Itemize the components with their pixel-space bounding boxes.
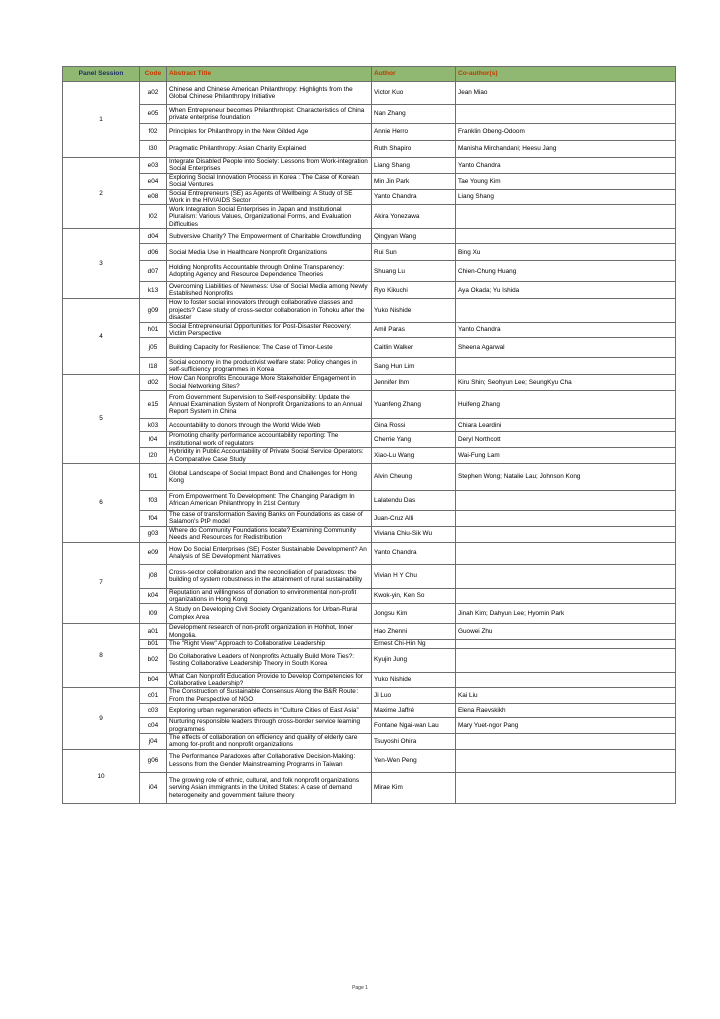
abstract-title: Exploring urban regeneration effects in “Culture Cities of East Asia”	[167, 704, 372, 718]
abstract-title: Subversive Charity? The Empowerment of Charitable Crowdfunding	[167, 229, 372, 244]
author-name: Shuang Lu	[372, 261, 456, 282]
table-row	[63, 358, 676, 375]
author-name: Mirae Kim	[372, 772, 456, 803]
abstract-code: i04	[140, 772, 167, 803]
abstract-code: a01	[140, 624, 167, 640]
author-name: Hao Zhenni	[372, 624, 456, 640]
table-row	[63, 261, 676, 282]
panel-session-number: 9	[63, 688, 140, 749]
panel-session-number: 2	[63, 158, 140, 229]
coauthor-names: Aya Okada; Yu Ishida	[456, 282, 676, 299]
coauthor-names: Franklin Obeng-Odoom	[456, 124, 676, 141]
table-row	[63, 158, 676, 174]
author-name: Jennifer Ihm	[372, 375, 456, 391]
coauthor-names	[456, 229, 676, 244]
coauthor-names	[456, 105, 676, 124]
abstract-code: l18	[140, 358, 167, 375]
author-name: Akira Yonezawa	[372, 205, 456, 229]
coauthor-names: Yanto Chandra	[456, 158, 676, 174]
abstract-code: d06	[140, 244, 167, 261]
abstract-code: e15	[140, 391, 167, 419]
table-row	[63, 82, 676, 105]
author-name: Fontane Ngai-wan Lau	[372, 718, 456, 734]
coauthor-names: Guowei Zhu	[456, 624, 676, 640]
coauthor-names: Yanto Chandra	[456, 322, 676, 338]
abstract-code: g06	[140, 749, 167, 772]
table-row	[63, 749, 676, 772]
abstract-code: h01	[140, 322, 167, 338]
abstract-code: j04	[140, 734, 167, 750]
abstract-title: Hybridity in Public Accountability of Private Social Service Operators: A Comparative Case Study	[167, 448, 372, 464]
abstract-title: Exploring Social Innovation Process in Korea : The Case of Korean Social Ventures	[167, 173, 372, 189]
abstract-title: The Performance Paradoxes after Collaborative Decision-Making: Lessons from the Gender Mainstreaming Programs in Taiwan	[167, 749, 372, 772]
abstract-code: f02	[140, 124, 167, 141]
abstract-code: e03	[140, 158, 167, 174]
abstract-code: c04	[140, 718, 167, 734]
abstract-title: Accountability to donors through the World Wide Web	[167, 419, 372, 432]
abstract-title: Development research of non-profit organization in Hohhot, Inner Mongolia.	[167, 624, 372, 640]
coauthor-names	[456, 299, 676, 322]
table-row	[63, 229, 676, 244]
abstract-title: Overcoming Liabilities of Newness: Use of Social Media among Newly Established Nonprofits	[167, 282, 372, 299]
table-row	[63, 141, 676, 158]
author-name: Alvin Cheung	[372, 463, 456, 490]
page-footer: Page 1	[352, 985, 368, 991]
abstract-code: b01	[140, 640, 167, 648]
abstract-code: k04	[140, 588, 167, 604]
abstract-code: l02	[140, 205, 167, 229]
author-name: Ernest Chi-Hin Ng	[372, 640, 456, 648]
coauthor-names	[456, 510, 676, 526]
author-name: Caitlin Walker	[372, 338, 456, 358]
table-row	[63, 772, 676, 803]
abstract-title: A Study on Developing Civil Society Organizations for Urban-Rural Complex Area	[167, 604, 372, 624]
abstract-code: a02	[140, 82, 167, 105]
abstract-title: From Government Supervision to Self-responsibility: Update the Annual Examination System of Nonprofit Organizations to an Annual Report System in China	[167, 391, 372, 419]
coauthor-names	[456, 588, 676, 604]
abstract-title: Integrate Disabled People into Society: Lessons from Work-integration Social Enterprises	[167, 158, 372, 174]
abstract-title: Reputation and willingness of donation to environmental non-profit organizations in Hong Kong	[167, 588, 372, 604]
coauthor-names: Sheena Agarwal	[456, 338, 676, 358]
abstract-title: Building Capacity for Resilience: The Case of Timor-Leste	[167, 338, 372, 358]
abstract-code: g03	[140, 526, 167, 542]
abstract-table	[62, 66, 676, 804]
abstract-code: d04	[140, 229, 167, 244]
abstract-code: f01	[140, 463, 167, 490]
abstract-title: Chinese and Chinese American Philanthropy: Highlights from the Global Chinese Philanthropy Initiative	[167, 82, 372, 105]
coauthor-names	[456, 490, 676, 510]
panel-session-number: 6	[63, 463, 140, 542]
coauthor-names: Manisha Mirchandani; Heesu Jang	[456, 141, 676, 158]
author-name: Viviana Chiu-Sik Wu	[372, 526, 456, 542]
coauthor-names: Jean Miao	[456, 82, 676, 105]
author-name: Tsuyoshi Ohira	[372, 734, 456, 750]
abstract-code: e09	[140, 542, 167, 564]
table-row	[63, 734, 676, 750]
abstract-title: What Can Nonprofit Education Provide to Develop Competencies for Collaborative Leadership?	[167, 672, 372, 688]
abstract-code: c01	[140, 688, 167, 704]
panel-session-number: 5	[63, 375, 140, 463]
author-name: Liang Shang	[372, 158, 456, 174]
table-row	[63, 299, 676, 322]
coauthor-names: Elena Raevskikh	[456, 704, 676, 718]
coauthor-names: Deryl Northcott	[456, 432, 676, 448]
author-name: Annie Herro	[372, 124, 456, 141]
abstract-title: When Entrepreneur becomes Philanthropist: Characteristics of China private enterprise foundation	[167, 105, 372, 124]
author-name: Min Jin Park	[372, 173, 456, 189]
author-name: Yuko Nishide	[372, 672, 456, 688]
table-row	[63, 338, 676, 358]
author-name: Kwok-yin, Ken So	[372, 588, 456, 604]
author-name: Gina Rossi	[372, 419, 456, 432]
abstract-title: How Do Social Enterprises (SE) Foster Sustainable Development? An Analysis of SE Development Narratives	[167, 542, 372, 564]
abstract-code: e05	[140, 105, 167, 124]
table-row	[63, 704, 676, 718]
author-name: Yanto Chandra	[372, 542, 456, 564]
abstract-title: How to foster social innovators through collaborative classes and projects? Case study of cross-sector collaboration in Tohoku after the disaster	[167, 299, 372, 322]
author-name: Amil Paras	[372, 322, 456, 338]
abstract-title: Promoting charity performance accountability reporting: The institutional work of regulators	[167, 432, 372, 448]
author-name: Cherrie Yang	[372, 432, 456, 448]
abstract-title: Nurturing responsible leaders through cross-border service learning programmes	[167, 718, 372, 734]
coauthor-names	[456, 734, 676, 750]
abstract-code: b02	[140, 648, 167, 672]
table-row	[63, 205, 676, 229]
abstract-code: b04	[140, 672, 167, 688]
abstract-title: Work Integration Social Enterprises in Japan and Institutional Pluralism: Various Values, Organizational Forms, and Evaluation Difficulties	[167, 205, 372, 229]
coauthor-names: Jinah Kim; Dahyun Lee; Hyomin Park	[456, 604, 676, 624]
table-row	[63, 542, 676, 564]
abstract-title: Global Landscape of Social Impact Bond and Challenges for Hong Kong	[167, 463, 372, 490]
header-row	[63, 67, 676, 82]
header-author: Author	[372, 67, 456, 82]
panel-session-number: 4	[63, 299, 140, 375]
abstract-code: f03	[140, 490, 167, 510]
coauthor-names: Bing Xu	[456, 244, 676, 261]
abstract-code: k03	[140, 419, 167, 432]
author-name: Nan Zhang	[372, 105, 456, 124]
author-name: Ryo Kikuchi	[372, 282, 456, 299]
table-row	[63, 672, 676, 688]
author-name: Jongsu Kim	[372, 604, 456, 624]
table-row	[63, 624, 676, 640]
abstract-title: The case of transformation Saving Banks on Foundations as case of Salamon's PtP model	[167, 510, 372, 526]
header-coauthors: Co-author(s)	[456, 67, 676, 82]
coauthor-names	[456, 672, 676, 688]
abstract-title: Social economy in the productivist welfare state: Policy changes in self-sufficiency programmes in Korea	[167, 358, 372, 375]
coauthor-names: Liang Shang	[456, 189, 676, 205]
coauthor-names	[456, 358, 676, 375]
coauthor-names	[456, 542, 676, 564]
abstract-code: l30	[140, 141, 167, 158]
abstract-title: The growing role of ethnic, cultural, and folk nonprofit organizations serving Asian immigrants in the United States: A case of demand heterogeneity and government failure theory	[167, 772, 372, 803]
abstract-code: j08	[140, 564, 167, 588]
coauthor-names: Chien-Chung Huang	[456, 261, 676, 282]
table-row	[63, 124, 676, 141]
panel-session-number: 10	[63, 749, 140, 803]
table-row	[63, 463, 676, 490]
coauthor-names	[456, 205, 676, 229]
author-name: Victor Kuo	[372, 82, 456, 105]
abstract-code: f04	[140, 510, 167, 526]
author-name: Yuko Nishide	[372, 299, 456, 322]
abstract-title: From Empowerment To Development: The Changing Paradigm In African American Philanthropy In 21st Century	[167, 490, 372, 510]
abstract-title: How Can Nonprofits Encourage More Stakeholder Engagement in Social Networking Sites?	[167, 375, 372, 391]
author-name: Yanto Chandra	[372, 189, 456, 205]
table-row	[63, 244, 676, 261]
panel-session-number: 8	[63, 624, 140, 688]
author-name: Juan-Cruz Alli	[372, 510, 456, 526]
author-name: Vivian H Y Chu	[372, 564, 456, 588]
abstract-code: l09	[140, 604, 167, 624]
abstract-code: e04	[140, 173, 167, 189]
table-row	[63, 189, 676, 205]
table-row	[63, 718, 676, 734]
abstract-title: Social Entrepreneurs (SE) as Agents of Wellbeing: A Study of SE Work in the HIV/AIDS Sector	[167, 189, 372, 205]
abstract-code: l20	[140, 448, 167, 464]
coauthor-names	[456, 749, 676, 772]
abstract-title: The effects of collaboration on efficiency and quality of elderly care among for-profit and nonprofit organizations	[167, 734, 372, 750]
table-row	[63, 526, 676, 542]
coauthor-names: Kiru Shin; Seohyun Lee; SeungKyu Cha	[456, 375, 676, 391]
abstract-title: The "Right View" Approach to Collaborative Leadership	[167, 640, 372, 648]
author-name: Yuanfeng Zhang	[372, 391, 456, 419]
coauthor-names	[456, 526, 676, 542]
header-code: Code	[140, 67, 167, 82]
abstract-code: d07	[140, 261, 167, 282]
header-panel-session: Panel Session	[63, 67, 140, 82]
author-name: Yen-Wen Peng	[372, 749, 456, 772]
abstract-title: Principles for Philanthropy in the New Gilded Age	[167, 124, 372, 141]
author-name: Xiao-Lu Wang	[372, 448, 456, 464]
abstract-title: The Construction of Sustainable Consensus Along the B&R Route： From the Perspective of NGO	[167, 688, 372, 704]
abstract-title: Cross-sector collaboration and the reconciliation of paradoxes: the building of system robustness in the attainment of rural sustainability	[167, 564, 372, 588]
abstract-title: Holding Nonprofits Accountable through Online Transparency: Adopting Agency and Resource Dependence Theories	[167, 261, 372, 282]
table-row	[63, 391, 676, 419]
author-name: Ji Luo	[372, 688, 456, 704]
table-row	[63, 510, 676, 526]
table-row	[63, 604, 676, 624]
abstract-code: g09	[140, 299, 167, 322]
abstract-code: e08	[140, 189, 167, 205]
abstract-title: Do Collaborative Leaders of Nonprofits Actually Build More Ties?: Testing Collaborative Leadership Theory in South Korea	[167, 648, 372, 672]
table-row	[63, 173, 676, 189]
author-name: Maxime Jaffré	[372, 704, 456, 718]
coauthor-names: Mary Yuet-ngor Pang	[456, 718, 676, 734]
abstract-title: Where do Community Foundations locate? Examining Community Needs and Resources for Redistribution	[167, 526, 372, 542]
author-name: Rui Sun	[372, 244, 456, 261]
panel-session-number: 7	[63, 542, 140, 624]
abstract-title: Pragmatic Philanthropy: Asian Charity Explained	[167, 141, 372, 158]
coauthor-names: Wai-Fung Lam	[456, 448, 676, 464]
coauthor-names	[456, 640, 676, 648]
table-row	[63, 688, 676, 704]
coauthor-names: Huifeng Zhang	[456, 391, 676, 419]
abstract-code: d02	[140, 375, 167, 391]
author-name: Lalatendu Das	[372, 490, 456, 510]
coauthor-names	[456, 564, 676, 588]
abstract-code: c03	[140, 704, 167, 718]
table-row	[63, 490, 676, 510]
table-row	[63, 419, 676, 432]
abstract-code: l04	[140, 432, 167, 448]
abstract-code: k13	[140, 282, 167, 299]
table-row	[63, 375, 676, 391]
table-row	[63, 588, 676, 604]
table-row	[63, 640, 676, 648]
abstract-title: Social Entrepreneurial Opportunities for Post-Disaster Recovery: Victim Perspective	[167, 322, 372, 338]
table-row	[63, 282, 676, 299]
header-abstract-title: Abstract Title	[167, 67, 372, 82]
abstract-code: j05	[140, 338, 167, 358]
table-row	[63, 448, 676, 464]
panel-session-number: 1	[63, 82, 140, 158]
coauthor-names	[456, 648, 676, 672]
author-name: Qingyan Wang	[372, 229, 456, 244]
author-name: Sang Hun Lim	[372, 358, 456, 375]
coauthor-names: Kai Liu	[456, 688, 676, 704]
coauthor-names: Chiara Leardini	[456, 419, 676, 432]
coauthor-names	[456, 772, 676, 803]
abstract-table-sheet	[62, 66, 675, 804]
table-row	[63, 648, 676, 672]
abstract-title: Social Media Use in Healthcare Nonprofit Organizations	[167, 244, 372, 261]
coauthor-names: Tae Young Kim	[456, 173, 676, 189]
coauthor-names: Stephen Wong; Natalie Lau; Johnson Kong	[456, 463, 676, 490]
author-name: Kyujin Jung	[372, 648, 456, 672]
author-name: Ruth Shapiro	[372, 141, 456, 158]
table-row	[63, 564, 676, 588]
table-row	[63, 105, 676, 124]
panel-session-number: 3	[63, 229, 140, 299]
table-row	[63, 432, 676, 448]
table-row	[63, 322, 676, 338]
